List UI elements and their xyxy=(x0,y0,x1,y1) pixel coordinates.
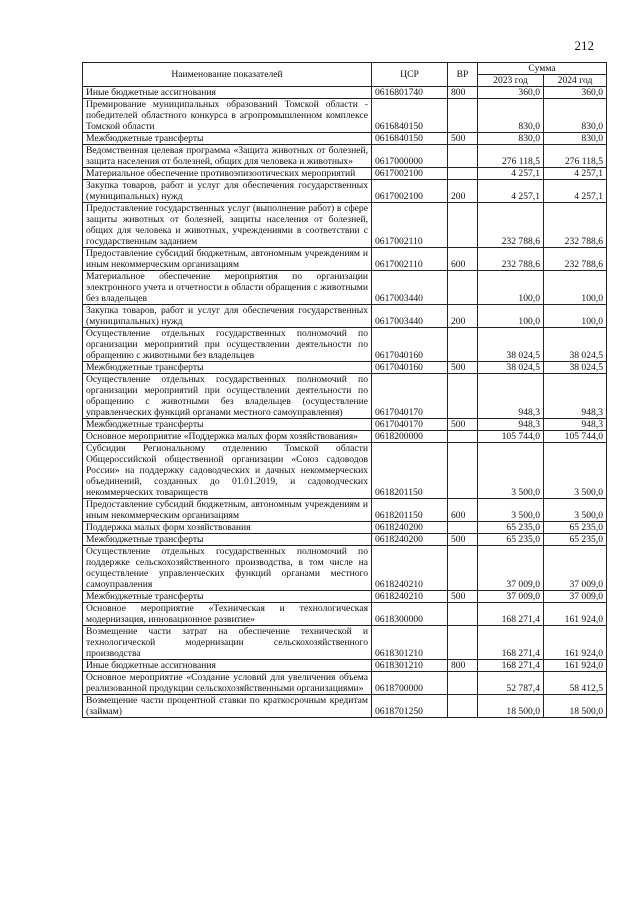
table-row xyxy=(83,180,607,203)
row-vr xyxy=(448,168,478,180)
row-vr: 600 xyxy=(448,248,478,271)
row-vr: 800 xyxy=(448,660,478,672)
row-vr xyxy=(448,626,478,660)
row-csr: 0616801740 xyxy=(372,87,448,99)
table-body xyxy=(83,87,607,718)
row-sum-2024: 38 024,5 xyxy=(544,362,607,374)
row-sum-2023: 168 271,4 xyxy=(478,626,544,660)
row-name: Предоставление субсидий бюджетным, автономным учреждениям и иным некоммерческим организациям xyxy=(83,499,372,522)
row-name: Межбюджетные трансферты xyxy=(83,591,372,603)
table-row xyxy=(83,99,607,133)
row-sum-2023: 3 500,0 xyxy=(478,499,544,522)
row-csr: 0617040170 xyxy=(372,374,448,419)
row-csr: 0618700000 xyxy=(372,672,448,695)
row-sum-2024: 37 009,0 xyxy=(544,546,607,591)
row-sum-2024: 3 500,0 xyxy=(544,499,607,522)
row-sum-2023: 276 118,5 xyxy=(478,145,544,168)
row-sum-2023: 18 500,0 xyxy=(478,695,544,718)
row-vr: 800 xyxy=(448,87,478,99)
header-year-2023: 2023 год xyxy=(478,75,544,87)
row-sum-2024: 65 235,0 xyxy=(544,534,607,546)
row-sum-2024: 161 924,0 xyxy=(544,660,607,672)
row-name: Межбюджетные трансферты xyxy=(83,534,372,546)
row-sum-2023: 65 235,0 xyxy=(478,534,544,546)
row-name: Осуществление отдельных государственных полномочий по поддержке сельскохозяйственного производства, в том числе на осуществление управленческих функций органами местного самоуправления xyxy=(83,546,372,591)
row-csr: 0618200000 xyxy=(372,431,448,443)
row-sum-2024: 232 788,6 xyxy=(544,203,607,248)
row-sum-2024: 58 412,5 xyxy=(544,672,607,695)
row-sum-2024: 4 257,1 xyxy=(544,180,607,203)
row-sum-2023: 37 009,0 xyxy=(478,546,544,591)
row-name: Межбюджетные трансферты xyxy=(83,133,372,145)
row-name: Закупка товаров, работ и услуг для обеспечения государственных (муниципальных) нужд xyxy=(83,180,372,203)
row-sum-2023: 830,0 xyxy=(478,133,544,145)
row-vr: 500 xyxy=(448,534,478,546)
row-sum-2024: 360,0 xyxy=(544,87,607,99)
row-name: Субсидия Региональному отделению Томской области Общероссийской общественной организации «Союз садоводов России» на поддержку садоводческих и дачных некоммерческих объединений, созданных до 01.01.2019, и садоводческих некоммерческих товариществ xyxy=(83,443,372,499)
row-csr: 0616840150 xyxy=(372,99,448,133)
table-row xyxy=(83,626,607,660)
table-row xyxy=(83,431,607,443)
row-vr: 500 xyxy=(448,419,478,431)
table-row xyxy=(83,168,607,180)
row-vr xyxy=(448,328,478,362)
table-row xyxy=(83,87,607,99)
table-row xyxy=(83,145,607,168)
row-name: Иные бюджетные ассигнования xyxy=(83,660,372,672)
table-row xyxy=(83,591,607,603)
row-vr: 600 xyxy=(448,499,478,522)
row-csr: 0617040160 xyxy=(372,362,448,374)
table-row xyxy=(83,362,607,374)
row-vr: 200 xyxy=(448,305,478,328)
row-sum-2023: 37 009,0 xyxy=(478,591,544,603)
table-row xyxy=(83,522,607,534)
row-sum-2023: 948,3 xyxy=(478,374,544,419)
row-vr xyxy=(448,431,478,443)
row-vr xyxy=(448,203,478,248)
row-vr xyxy=(448,695,478,718)
table-row xyxy=(83,660,607,672)
row-csr: 0617002100 xyxy=(372,180,448,203)
row-name: Материальное обеспечение мероприятия по организации электронного учета и отчетности в области обращения с животными без владельцев xyxy=(83,271,372,305)
row-sum-2023: 168 271,4 xyxy=(478,603,544,626)
row-csr: 0618300000 xyxy=(372,603,448,626)
row-sum-2023: 232 788,6 xyxy=(478,248,544,271)
table-row xyxy=(83,672,607,695)
row-sum-2024: 100,0 xyxy=(544,271,607,305)
row-csr: 0618240210 xyxy=(372,591,448,603)
header-vr: ВР xyxy=(448,63,478,87)
table-row xyxy=(83,419,607,431)
row-csr: 0617002110 xyxy=(372,203,448,248)
table-row xyxy=(83,534,607,546)
row-sum-2024: 18 500,0 xyxy=(544,695,607,718)
table-header xyxy=(83,63,607,87)
row-sum-2024: 948,3 xyxy=(544,419,607,431)
row-csr: 0618301210 xyxy=(372,660,448,672)
row-sum-2023: 168 271,4 xyxy=(478,660,544,672)
table-row xyxy=(83,203,607,248)
row-name: Иные бюджетные ассигнования xyxy=(83,87,372,99)
row-name: Материальное обеспечение противоэпизоотических мероприятий xyxy=(83,168,372,180)
row-name: Осуществление отдельных государственных полномочий по организации мероприятий при осуществлении деятельности по обращению с животными без владельцев xyxy=(83,328,372,362)
row-sum-2024: 161 924,0 xyxy=(544,603,607,626)
table-row xyxy=(83,328,607,362)
row-sum-2023: 830,0 xyxy=(478,99,544,133)
row-sum-2023: 100,0 xyxy=(478,271,544,305)
table-row xyxy=(83,374,607,419)
row-name: Возмещение части процентной ставки по краткосрочным кредитам (займам) xyxy=(83,695,372,718)
row-csr: 0618240200 xyxy=(372,534,448,546)
row-name: Премирование муниципальных образований Томской области - победителей областного конкурса в агропромышленном комплексе Томской области xyxy=(83,99,372,133)
budget-table xyxy=(82,62,607,718)
row-sum-2023: 360,0 xyxy=(478,87,544,99)
row-vr xyxy=(448,443,478,499)
row-sum-2024: 38 024,5 xyxy=(544,328,607,362)
row-csr: 0616840150 xyxy=(372,133,448,145)
row-sum-2024: 161 924,0 xyxy=(544,626,607,660)
row-name: Предоставление субсидий бюджетным, автономным учреждениям и иным некоммерческим организациям xyxy=(83,248,372,271)
row-sum-2024: 4 257,1 xyxy=(544,168,607,180)
row-name: Ведомственная целевая программа «Защита животных от болезней, защита населения от болезней, общих для человека и животных» xyxy=(83,145,372,168)
row-sum-2023: 948,3 xyxy=(478,419,544,431)
row-vr xyxy=(448,522,478,534)
table-row xyxy=(83,248,607,271)
row-name: Основное мероприятие «Создание условий для увеличения объема реализованной продукции сельскохозяйственными организациями» xyxy=(83,672,372,695)
row-sum-2024: 276 118,5 xyxy=(544,145,607,168)
row-sum-2024: 65 235,0 xyxy=(544,522,607,534)
row-csr: 0617040170 xyxy=(372,419,448,431)
row-csr: 0617003440 xyxy=(372,271,448,305)
row-csr: 0617040160 xyxy=(372,328,448,362)
row-vr xyxy=(448,271,478,305)
row-csr: 0618240210 xyxy=(372,546,448,591)
row-vr xyxy=(448,603,478,626)
row-name: Основное мероприятие «Поддержка малых форм хозяйствования» xyxy=(83,431,372,443)
row-vr xyxy=(448,145,478,168)
row-vr xyxy=(448,99,478,133)
row-csr: 0617000000 xyxy=(372,145,448,168)
row-vr xyxy=(448,672,478,695)
row-sum-2023: 3 500,0 xyxy=(478,443,544,499)
row-sum-2024: 100,0 xyxy=(544,305,607,328)
table-row xyxy=(83,546,607,591)
row-sum-2023: 4 257,1 xyxy=(478,168,544,180)
header-csr: ЦСР xyxy=(372,63,448,87)
row-csr: 0617003440 xyxy=(372,305,448,328)
row-name: Предоставление государственных услуг (выполнение работ) в сфере защиты животных от болезней, защиты населения от болезней, общих для человека и животных, учреждениями в соответствии с государственным заданием xyxy=(83,203,372,248)
row-sum-2024: 3 500,0 xyxy=(544,443,607,499)
row-vr xyxy=(448,374,478,419)
row-csr: 0618201150 xyxy=(372,443,448,499)
row-name: Межбюджетные трансферты xyxy=(83,419,372,431)
row-sum-2024: 948,3 xyxy=(544,374,607,419)
table-row xyxy=(83,603,607,626)
row-sum-2023: 65 235,0 xyxy=(478,522,544,534)
row-vr: 500 xyxy=(448,133,478,145)
table-row xyxy=(83,499,607,522)
row-csr: 0618701250 xyxy=(372,695,448,718)
row-sum-2023: 105 744,0 xyxy=(478,431,544,443)
row-sum-2023: 38 024,5 xyxy=(478,328,544,362)
table-row xyxy=(83,133,607,145)
header-year-2024: 2024 год xyxy=(544,75,607,87)
row-csr: 0618240200 xyxy=(372,522,448,534)
row-csr: 0617002100 xyxy=(372,168,448,180)
page-number: 212 xyxy=(574,38,594,53)
row-vr: 500 xyxy=(448,591,478,603)
row-sum-2023: 38 024,5 xyxy=(478,362,544,374)
table-row xyxy=(83,695,607,718)
row-csr: 0618301210 xyxy=(372,626,448,660)
row-vr: 200 xyxy=(448,180,478,203)
table-row xyxy=(83,305,607,328)
row-name: Поддержка малых форм хозяйствования xyxy=(83,522,372,534)
row-sum-2023: 4 257,1 xyxy=(478,180,544,203)
table-row xyxy=(83,443,607,499)
row-name: Осуществление отдельных государственных полномочий по организации мероприятий при осуществлении деятельности по обращению с животными без владельцев (осуществление управленческих функций органами местного самоуправления) xyxy=(83,374,372,419)
row-sum-2023: 232 788,6 xyxy=(478,203,544,248)
header-name: Наименование показателей xyxy=(83,63,372,87)
row-name: Возмещение части затрат на обеспечение технической и технологической модернизации сельскохозяйственного производства xyxy=(83,626,372,660)
row-name: Основное мероприятие «Техническая и технологическая модернизация, инновационное развитие» xyxy=(83,603,372,626)
row-sum-2024: 232 788,6 xyxy=(544,248,607,271)
row-name: Межбюджетные трансферты xyxy=(83,362,372,374)
table-row xyxy=(83,271,607,305)
row-csr: 0618201150 xyxy=(372,499,448,522)
row-sum-2023: 100,0 xyxy=(478,305,544,328)
row-sum-2023: 52 787,4 xyxy=(478,672,544,695)
row-sum-2024: 37 009,0 xyxy=(544,591,607,603)
row-sum-2024: 830,0 xyxy=(544,99,607,133)
row-sum-2024: 105 744,0 xyxy=(544,431,607,443)
row-sum-2024: 830,0 xyxy=(544,133,607,145)
header-sum: Сумма xyxy=(478,63,607,75)
row-name: Закупка товаров, работ и услуг для обеспечения государственных (муниципальных) нужд xyxy=(83,305,372,328)
row-vr: 500 xyxy=(448,362,478,374)
row-vr xyxy=(448,546,478,591)
row-csr: 0617002110 xyxy=(372,248,448,271)
